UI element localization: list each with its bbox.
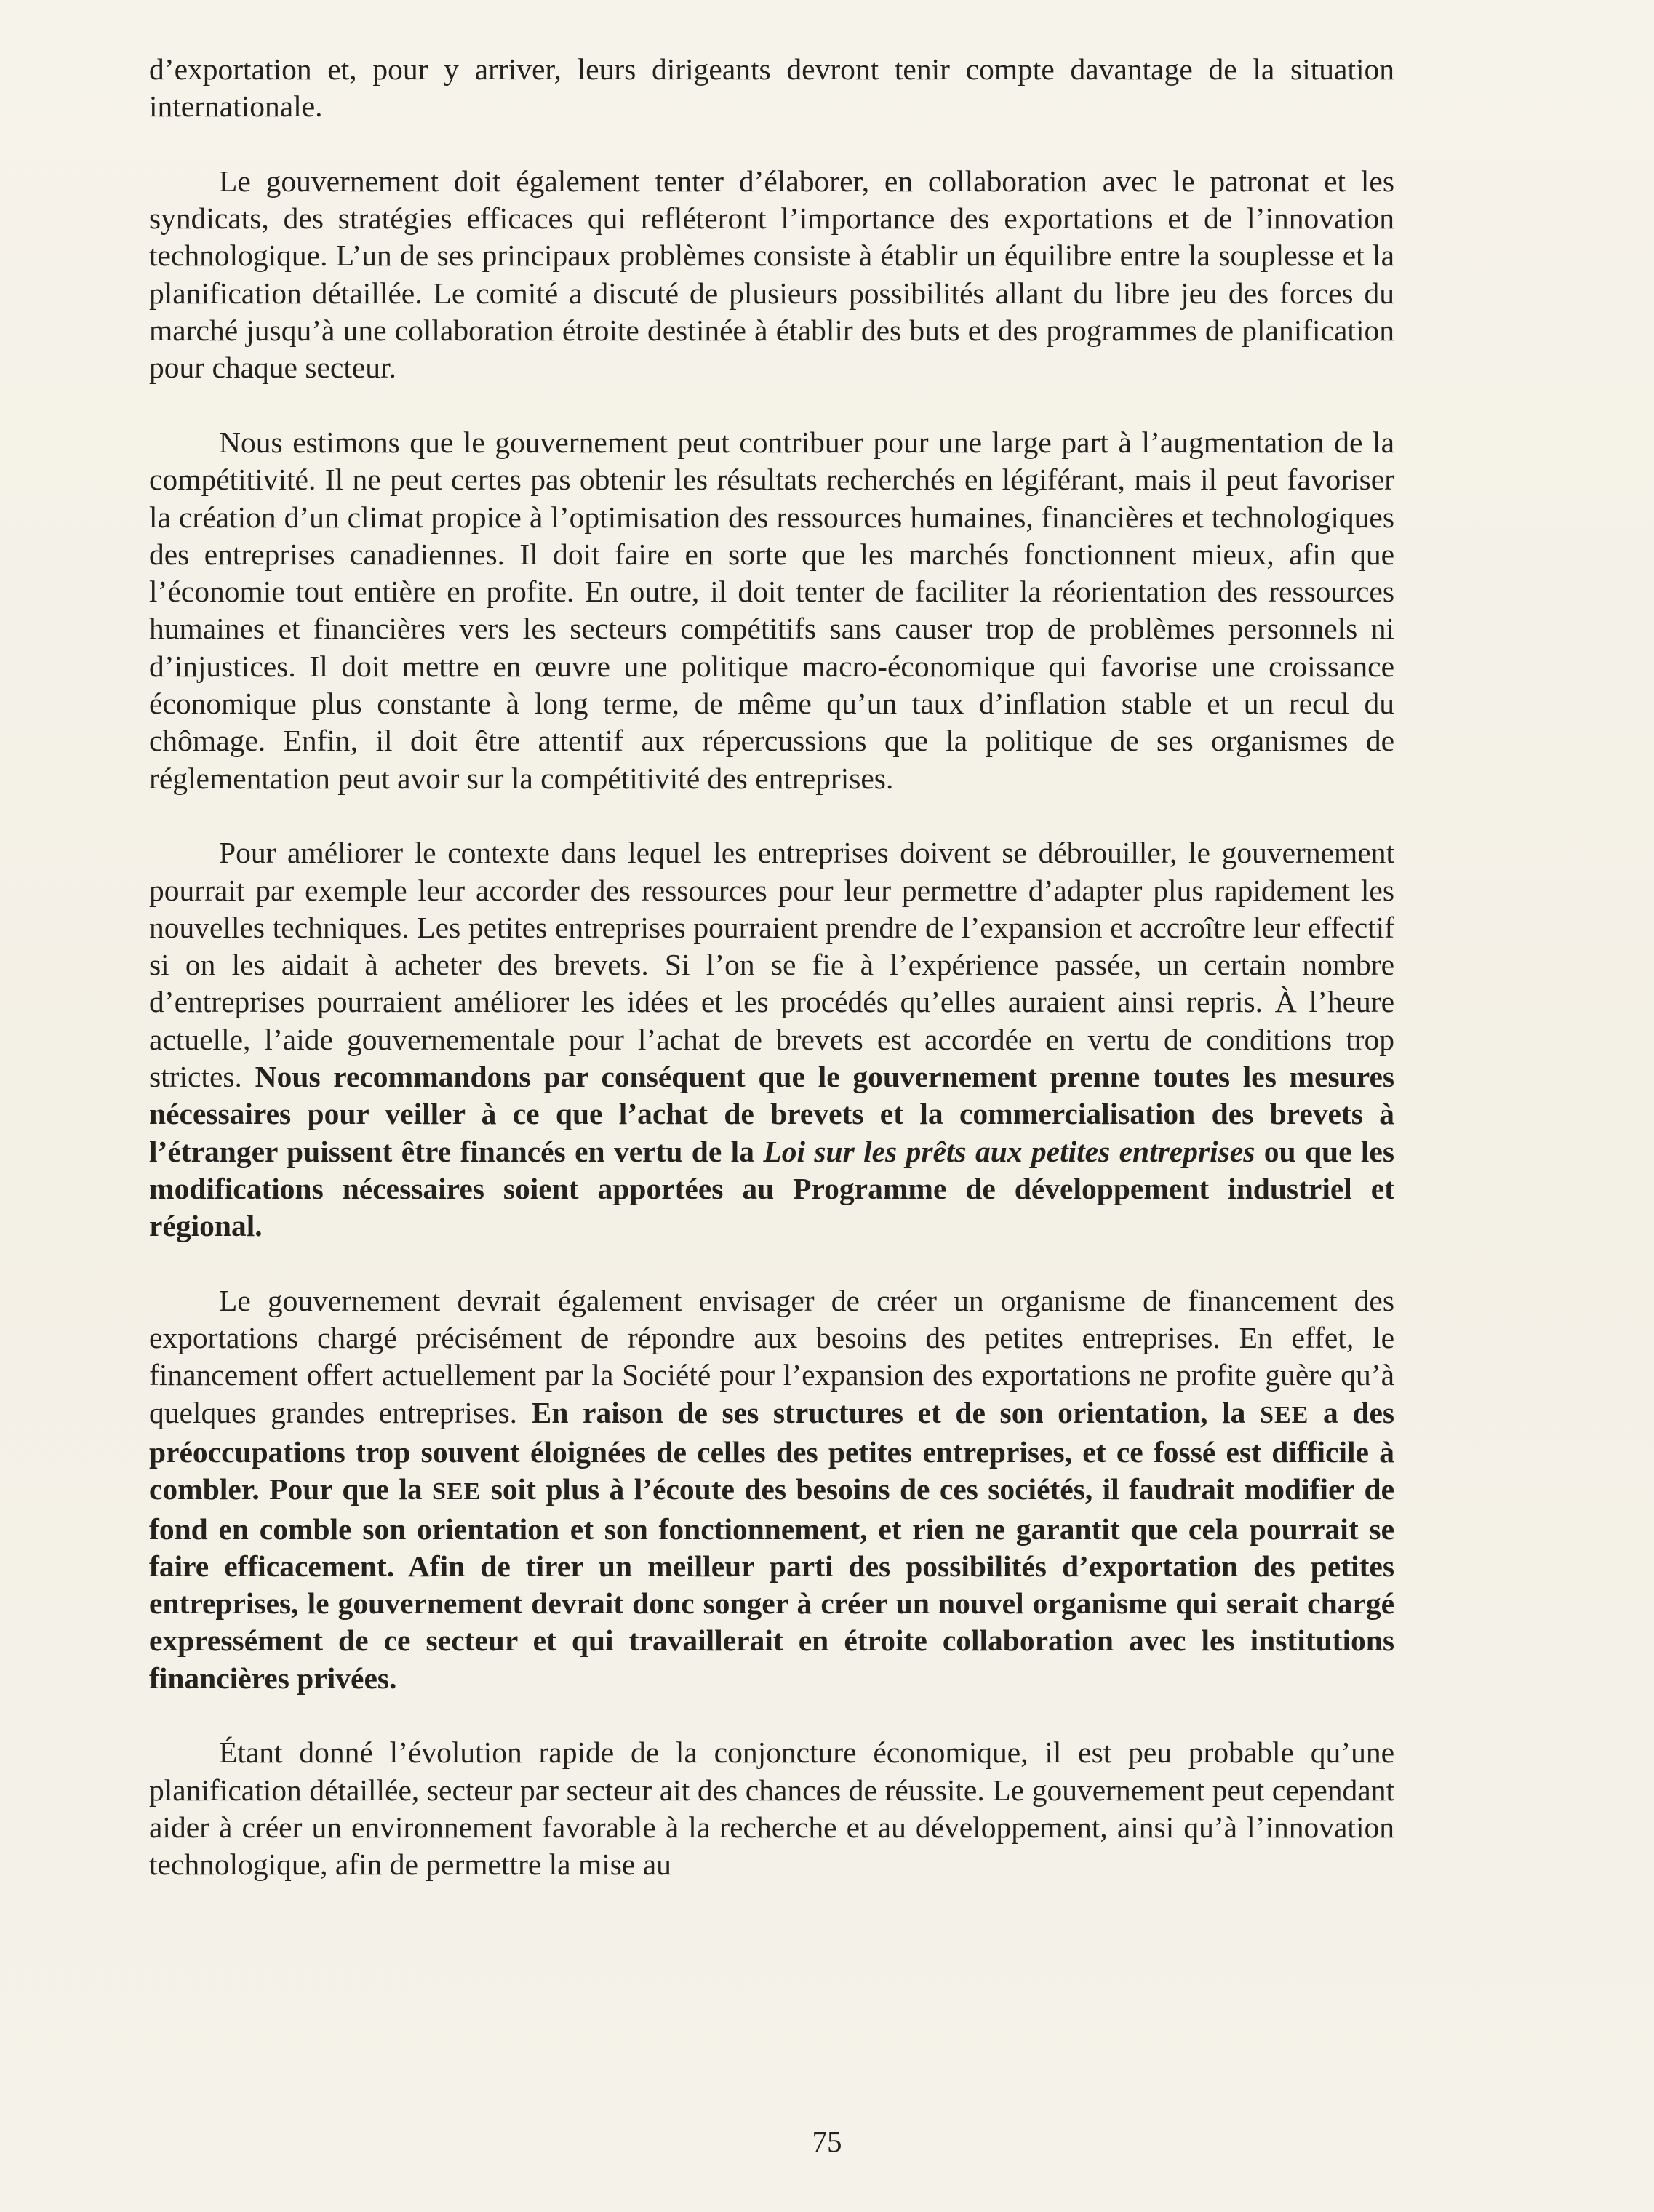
body-text [149,51,1394,1884]
emphasis-text-part-3: soit plus à l’écoute des besoins de ces sociétés, il faudrait modifier de fond en comble son orientation et son fonctionnement, et rien ne garantit que cela pourrait se faire efficacement. Afin de tirer un meilleur parti des possibilités d’exportation des petites entreprises, le gouvernement devrait donc songer à créer un nouvel organisme qui serait chargé expressément de ce secteur et qui travaillerait en étroite collaboration avec les institutions financières privées. [149,1472,1394,1695]
paragraph-2: Le gouvernement doit également tenter d’élaborer, en collaboration avec le patronat et les syndicats, des stratégies efficaces qui refléteront l’importance des exportations et de l’innovation technologique. L’un de ses principaux problèmes consiste à établir un équilibre entre la souplesse et la planification détaillée. Le comité a discuté de plusieurs possibilités allant du libre jeu des forces du marché jusqu’à une collaboration étroite destinée à établir des buts et des programmes de planification pour chaque secteur. [149,164,1394,385]
see-acronym-1: SEE [1260,1401,1309,1429]
paragraph-5 [149,1282,1394,1697]
paragraph-4 [149,834,1394,1245]
paragraph-6: Étant donné l’évolution rapide de la conjoncture économique, il est peu probable qu’une planification détaillée, secteur par secteur ait des chances de réussite. Le gouvernement peut cependant aider à créer un environnement favorable à la recherche et au développement, ainsi qu’à l’innovation technologique, afin de permettre la mise au [149,1736,1394,1882]
recommendation-text [149,1060,1394,1242]
paragraph-1: d’exportation et, pour y arriver, leurs dirigeants devront tenir compte davantage de la situation internationale. [149,52,1394,124]
recommendation-text-part-2: ou que les modifications nécessaires soient apportées au Programme de développement industriel et régional. [149,1134,1394,1243]
paragraph-4-plain-text: Pour améliorer le contexte dans lequel les entreprises doivent se débrouiller, le gouvernement pourrait par exemple leur accorder des ressources pour leur permettre d’adapter plus rapidement les nouvelles techniques. Les petites entreprises pourraient prendre de l’expansion et accroître leur effectif si on les aidait à acheter des brevets. Si l’on se fie à l’expérience passée, un certain nombre d’entreprises pourraient améliorer les idées et les procédés qu’elles auraient ainsi repris. À l’heure actuelle, l’aide gouvernementale pour l’achat de brevets est accordée en vertu de conditions trop strictes. [149,836,1394,1094]
see-acronym-2: SEE [432,1478,482,1506]
paragraph-3: Nous estimons que le gouvernement peut contribuer pour une large part à l’augmentation de la compétitivité. Il ne peut certes pas obtenir les résultats recherchés en légiférant, mais il peut favoriser la création d’un climat propice à l’optimisation des ressources humaines, financières et technologiques des entreprises canadiennes. Il doit faire en sorte que les marchés fonctionnent mieux, afin que l’économie tout entière en profite. En outre, il doit tenter de faciliter la réorientation des ressources humaines et financières vers les secteurs compétitifs sans causer trop de problèmes personnels ni d’injustices. Il doit mettre en œuvre une politique macro-économique qui favorise une croissance économique plus constante à long terme, de même qu’un taux d’inflation stable et un recul du chômage. Enfin, il doit être attentif aux répercussions que la politique de ses organismes de réglementation peut avoir sur la compétitivité des entreprises. [149,425,1394,795]
law-title: Loi sur les prêts aux petites entreprises [763,1134,1255,1168]
emphasis-text-part-2: a des préoccupations trop souvent éloignées de celles des petites entreprises, et ce fossé est difficile à combler. Pour que la [149,1395,1395,1506]
recommendation-text-part-1: Nous recommandons par conséquent que le gouvernement prenne toutes les mesures nécessaires pour veiller à ce que l’achat de brevets et la commercialisation des brevets à l’étranger puissent être financés en vertu de la [149,1060,1395,1168]
page-number: 75 [812,2125,842,2158]
emphasis-text-part-1: En raison de ses structures et de son orientation, la [531,1395,1246,1429]
paragraph-5-plain-text: Le gouvernement devrait également envisager de créer un organisme de financement des exportations chargé précisément de répondre aux besoins des petites entreprises. En effet, le financement offert actuellement par la Société pour l’expansion des exportations ne profite guère qu’à quelques grandes entreprises. [149,1283,1394,1429]
emphasis-text [149,1396,1394,1695]
